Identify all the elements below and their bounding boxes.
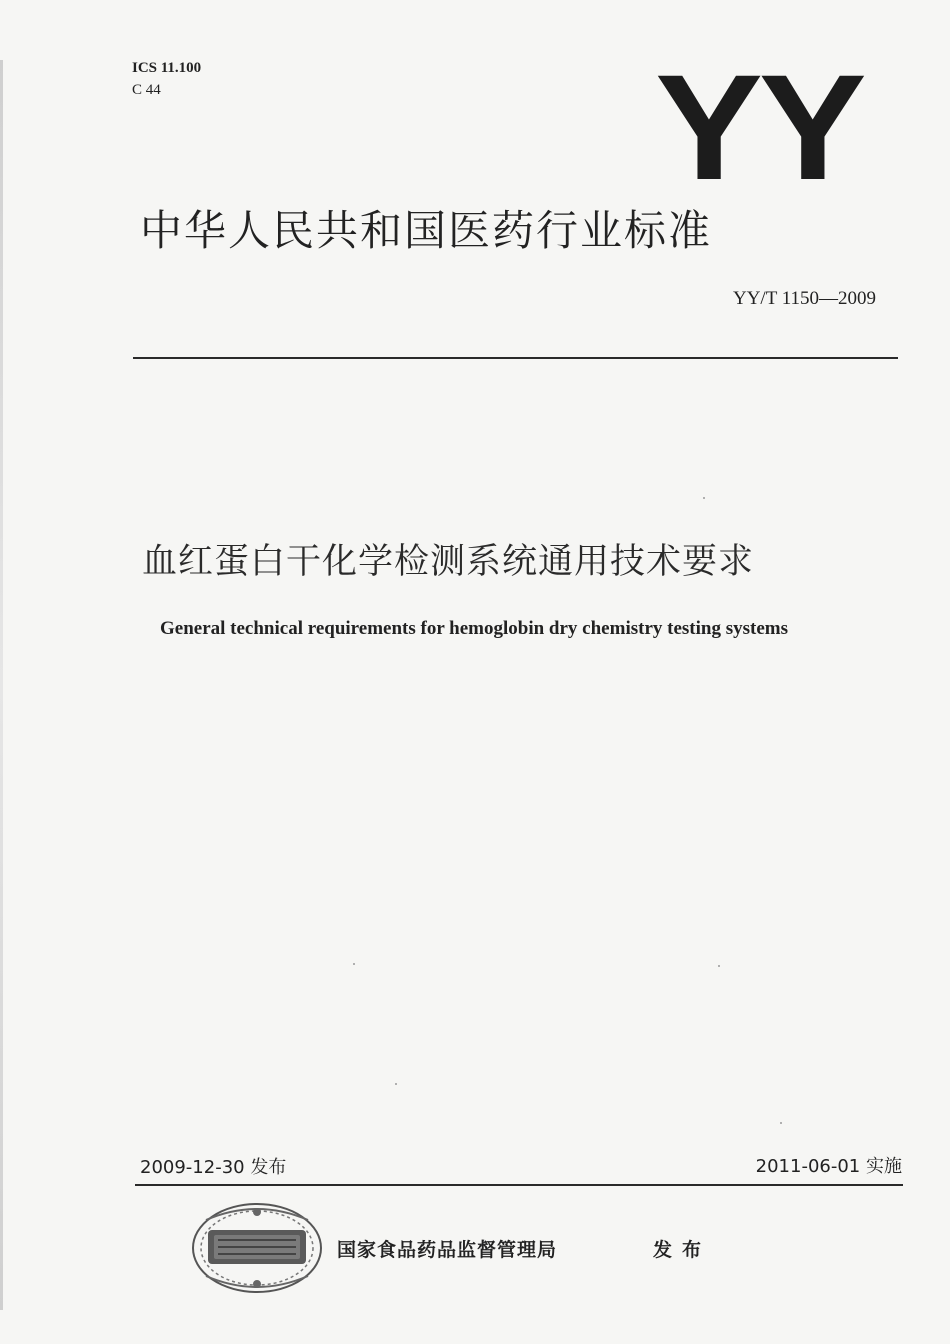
header-divider (133, 357, 898, 359)
official-seal-emblem (188, 1200, 326, 1296)
publisher-name: 国家食品药品监督管理局 (337, 1239, 558, 1261)
document-title-chinese: 血红蛋白干化学检测系统通用技术要求 (142, 542, 755, 582)
standard-number: YY/T 1150—2009 (732, 288, 876, 309)
footer-divider (135, 1184, 903, 1186)
scan-speck (718, 965, 720, 967)
scan-speck (703, 497, 705, 499)
publish-label: 发布 (653, 1239, 712, 1261)
ics-code: ICS 11.100 (132, 60, 202, 76)
document-title-english: General technical requirements for hemoglobin dry chemistry testing systems (160, 618, 788, 639)
classification-codes (132, 57, 201, 101)
scan-speck (395, 1083, 397, 1085)
yy-standard-logo: YY (655, 43, 863, 211)
scan-speck (353, 963, 355, 965)
scan-speck (780, 1122, 782, 1124)
industry-standard-title: 中华人民共和国医药行业标准 (140, 206, 713, 255)
effective-date: 2011-06-01 实施 (755, 1156, 902, 1177)
scan-edge-shadow (0, 60, 3, 1310)
issue-date: 2009-12-30 发布 (140, 1157, 287, 1178)
ccs-code: C 44 (132, 82, 161, 98)
